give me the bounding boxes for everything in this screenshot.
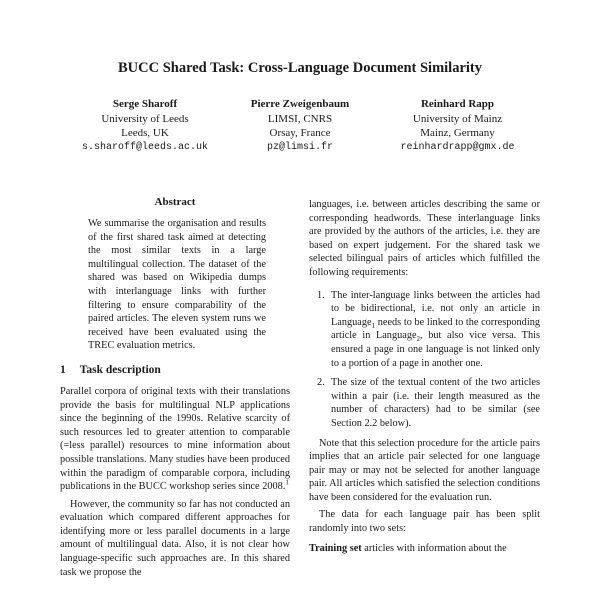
training-set-text: articles with information about the [361,542,507,554]
split-paragraph: The data for each language pair has been split randomly into two sets: [309,509,540,535]
list-item-text: The size of the textual content of the two articles within a pair (i.e. their length measured as the number of characters) had to be similar (see Section 2.2 below). [331,377,540,429]
author-name: Reinhard Rapp [420,98,495,110]
abstract-heading: Abstract [154,196,196,208]
list-item [309,289,540,371]
section-title: Task description [79,363,161,376]
author-1 [60,97,230,155]
list-marker: 1. [317,289,325,301]
right-column [309,198,540,555]
author-email: s.sharoff@leeds.ac.uk [81,141,209,153]
list-item [309,376,540,430]
paragraph-text: Parallel corpora of original texts with their translations provide the basis for multilingual NLP applications since the beginning of the 1990s. Relative scarcity of such resources led to greater attention to comparable (=less parallel) resources to mine information about possible translations. Many studies have been produced within the paradigm of comparable corpora, including publications in the BUCC workshop series since 2008. [60,385,290,493]
requirements-list [309,289,540,431]
paper-title: BUCC Shared Task: Cross-Language Document Similarity [117,60,483,76]
author-3 [375,97,540,155]
author-affiliation: University of Leeds [101,112,189,125]
section-number: 1 [60,363,66,376]
section-heading [60,364,290,376]
author-name: Serge Sharoff [112,98,178,110]
author-name: Pierre Zweigenbaum [250,98,350,110]
author-affiliation: LIMSI, CNRS [267,112,333,125]
footnote-mark: 1 [285,478,289,487]
author-2 [230,97,370,155]
list-item-text: , but also vice versa. This ensured a page in one language is not linked only to a portion of a page in another one. [331,330,540,369]
left-column [60,196,290,579]
training-set-paragraph [309,542,540,556]
list-marker: 2. [317,377,325,389]
subscript: 1 [371,321,376,330]
intro-paragraph: languages, i.e. between articles describing the same or corresponding headwords. These interlanguage links are provided by the authors of the articles, i.e. they are based on expert judgement. For the shared task we selected bilingual pairs of articles which fulfilled the following requirements: [309,199,540,278]
abstract-text: We summarise the organisation and results of the first shared task aimed at detecting the most similar texts in a large multilingual collection. The dataset of the shared was based on Wikipedia dumps with interlanguage links with further filtering to ensure comparability of the paired articles. The eleven system runs we received have been evaluated using the TREC evaluation metrics. [88,218,266,352]
author-affiliation: University of Mainz [412,112,503,125]
section-paragraph-2: However, the community so far has not conducted an evaluation which compared different approaches for identifying more or less parallel documents in a large amount of multilingual data. Also, it is not clear how language-specific such approaches are. In this shared task we propose the [60,498,290,578]
author-email: reinhardrapp@gmx.de [400,141,515,153]
author-location: Orsay, France [269,127,331,139]
section-paragraph-1 [60,385,290,494]
list-item-text: needs to be linked to the corresponding article in Language [331,316,540,342]
subscript: 2 [416,335,421,344]
author-location: Leeds, UK [121,127,169,139]
list-item-text: The inter-language links between the articles had to be bidirectional, i.e. not only an article in Language [331,289,540,328]
note-paragraph: Note that this selection procedure for the article pairs implies that an article pair selected for one language pair may or may not be selected for another language pair. All articles which satisfied the selection conditions have been considered for the evaluation run. [309,437,540,503]
author-email: pz@limsi.fr [266,141,333,153]
author-location: Mainz, Germany [420,127,495,139]
training-set-label: Training set [309,542,362,554]
